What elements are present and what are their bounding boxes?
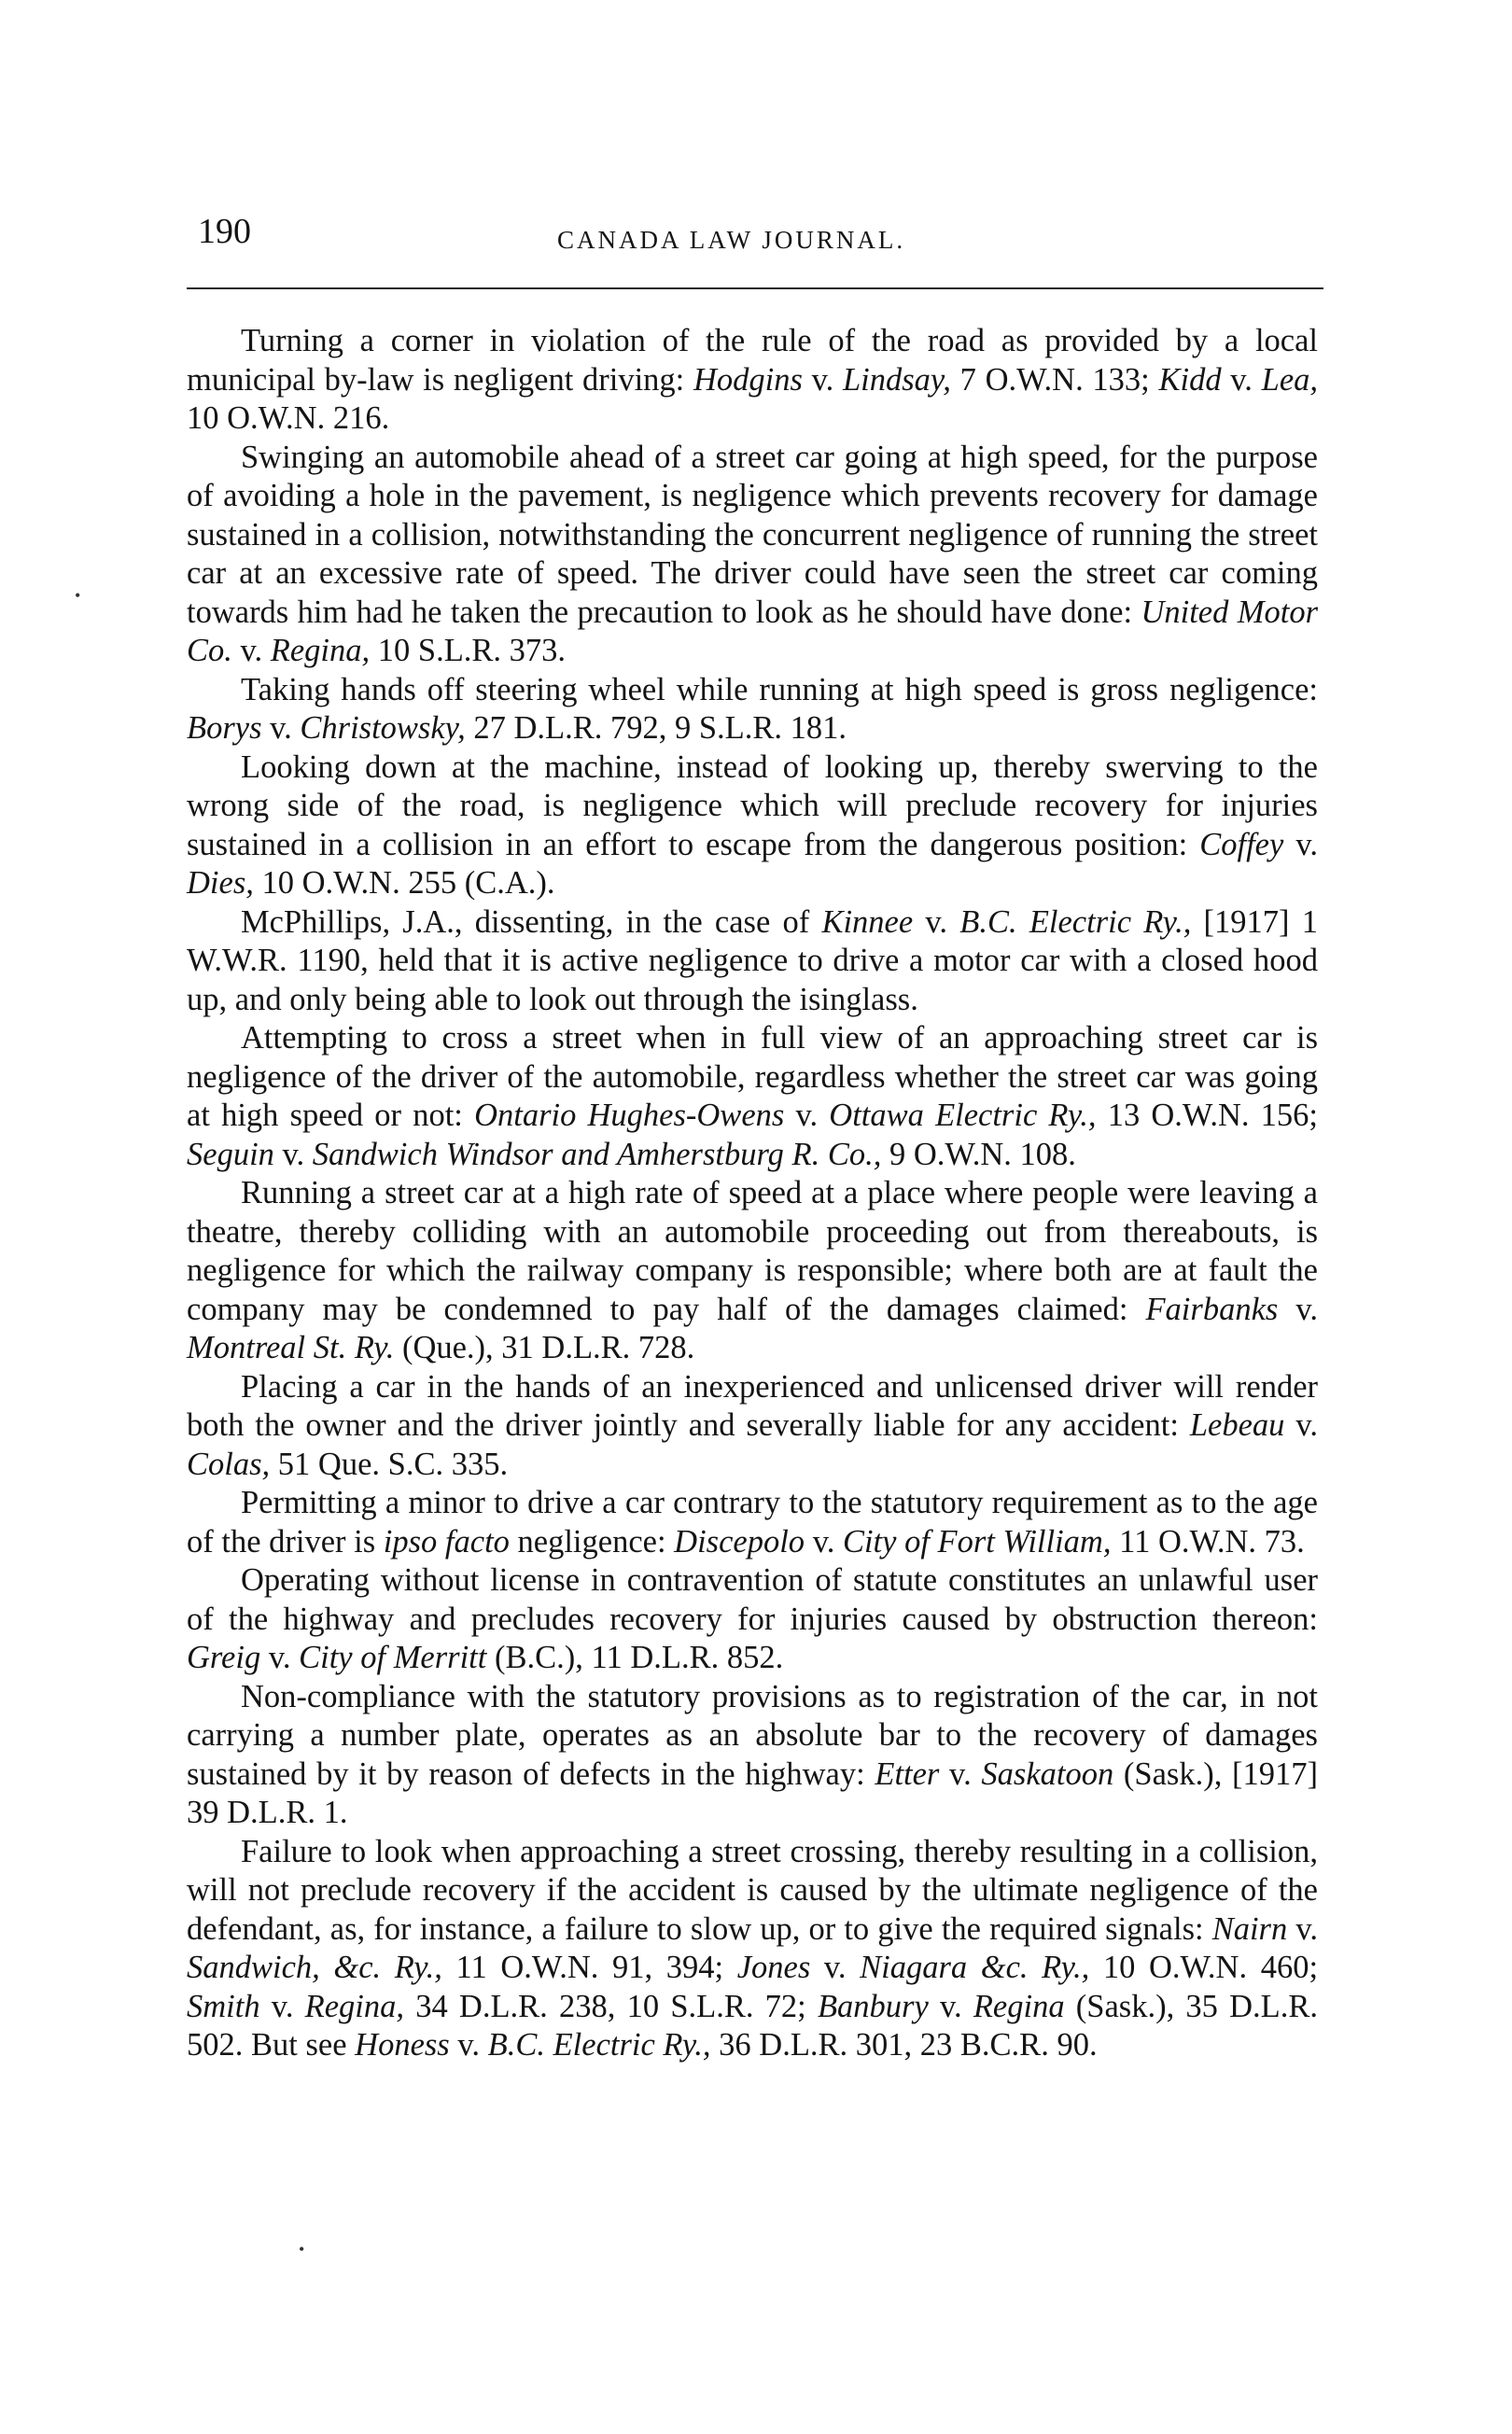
- case-citation: Etter: [875, 1756, 940, 1792]
- case-citation: Montreal St. Ry.: [187, 1330, 395, 1365]
- paragraph-text: 34 D.L.R. 238, 10 S.L.R. 72;: [404, 1988, 818, 2024]
- paragraph-text: [1917] 1 W.W.R. 1190, held that it is active negligence to drive a motor car with a closed hood up, and only being able to look out through the isinglass.: [187, 903, 1319, 1017]
- paragraph-text: 10 O.W.N. 460;: [1089, 1950, 1319, 1985]
- case-citation: Regina: [973, 1988, 1065, 2024]
- paragraph-text: (Sask.), 35 D.L.R. 502. But see: [187, 1988, 1319, 2063]
- case-citation: Smith: [187, 1988, 260, 2024]
- case-citation: Coffey: [1199, 826, 1284, 862]
- case-citation: Christowsky,: [300, 710, 466, 746]
- paragraph: [187, 1019, 1318, 1174]
- case-citation: Seguin: [187, 1136, 274, 1172]
- paragraph-text: v.: [913, 903, 960, 940]
- paragraph-text: v.: [802, 361, 843, 398]
- case-citation: Lebeau: [1189, 1407, 1285, 1443]
- paragraph-text: v.: [1278, 1291, 1318, 1327]
- paragraph-text: 10 O.W.N. 216.: [187, 400, 390, 436]
- paragraph: [187, 1368, 1318, 1485]
- case-citation: Regina,: [270, 633, 371, 668]
- case-citation: Sandwich Windsor and Amherstburg R. Co.,: [312, 1136, 882, 1172]
- paragraph-text: (Sask.), [1917] 39 D.L.R. 1.: [187, 1756, 1318, 1830]
- case-citation: City of Merritt: [299, 1640, 487, 1675]
- paragraph: [187, 439, 1318, 671]
- paragraph-text: v.: [928, 1988, 973, 2024]
- scan-speck: •: [75, 586, 81, 605]
- paragraph-text: v.: [805, 1523, 843, 1560]
- paragraph: [187, 1484, 1318, 1561]
- header-rule: [187, 287, 1323, 289]
- paragraph-text: 11 O.W.N. 91, 394;: [441, 1950, 737, 1985]
- paragraph-text: v.: [260, 1640, 300, 1675]
- paragraph-text: v.: [1221, 361, 1262, 398]
- case-citation: Regina,: [304, 1988, 405, 2024]
- case-citation: Dies,: [187, 865, 254, 901]
- case-citation: Borys: [187, 710, 262, 746]
- body-text: [187, 322, 1318, 2065]
- case-citation: Fairbanks: [1145, 1291, 1279, 1327]
- case-citation: Nairn: [1211, 1910, 1288, 1947]
- case-citation: United Motor Co.: [187, 594, 1318, 668]
- paragraph-text: Turning a corner in violation of the rule of the road as provided by a local municipal by-law is negligent driving:: [187, 323, 1318, 398]
- running-title: CANADA LAW JOURNAL.: [557, 226, 906, 254]
- paragraph-text: Non-compliance with the statutory provisions as to registration of the car, in not carrying a number plate, operates as an absolute bar to the recovery of damages sustained by it by reason of defects in the highway:: [187, 1678, 1318, 1792]
- paragraph: [187, 322, 1318, 439]
- paragraph-text: 27 D.L.R. 792, 9 S.L.R. 181.: [465, 710, 847, 746]
- paragraph: [187, 1833, 1318, 2065]
- paragraph-text: Running a street car at a high rate of speed at a place where people were leaving a theatre, thereby colliding with an automobile proceeding out from thereabouts, is negligence for which the railway company is responsible; where both are at fault the company may be condemned to pay half of the damages claimed:: [187, 1175, 1318, 1327]
- paragraph-text: Permitting a minor to drive a car contrary to the statutory requirement as to the age of the driver is: [187, 1485, 1318, 1560]
- paragraph-text: (B.C.), 11 D.L.R. 852.: [486, 1640, 784, 1675]
- paragraph-text: Failure to look when approaching a street crossing, thereby resulting in a collision, will not preclude recovery if the accident is caused by the ultimate negligence of the defendant, as, for instance, a failure to slow up, or to give the required signals:: [187, 1833, 1318, 1947]
- case-citation: Hodgins: [693, 361, 803, 398]
- case-citation: B.C. Electric Ry.,: [959, 903, 1192, 940]
- paragraph-text: 11 O.W.N. 73.: [1111, 1523, 1305, 1560]
- case-citation: Sandwich, &c. Ry.,: [187, 1950, 442, 1985]
- paragraph-text: v.: [939, 1756, 982, 1792]
- case-citation: Kidd: [1158, 361, 1222, 398]
- paragraph: [187, 1561, 1318, 1678]
- case-citation: Ontario Hughes-Owens: [474, 1098, 785, 1133]
- case-citation: City of Fort William,: [842, 1523, 1112, 1560]
- case-citation: ipso facto: [383, 1523, 510, 1560]
- case-citation: Lindsay,: [842, 361, 951, 398]
- paragraph-text: (Que.), 31 D.L.R. 728.: [394, 1330, 695, 1365]
- paragraph-text: 13 O.W.N. 156;: [1096, 1098, 1318, 1133]
- case-citation: Honess: [355, 2027, 450, 2063]
- paragraph-text: Placing a car in the hands of an inexperienced and unlicensed driver will render both the owner and the driver jointly and severally liable for any accident:: [187, 1368, 1318, 1443]
- paragraph-text: 7 O.W.N. 133;: [950, 361, 1159, 398]
- page-number: 190: [198, 212, 251, 251]
- paragraph-text: Attempting to cross a street when in full view of an approaching street car is negligence of the driver of the automobile, regardless whether the street car was going at high speed or not:: [187, 1020, 1318, 1133]
- paragraph: [187, 1174, 1318, 1368]
- case-citation: B.C. Electric Ry.,: [487, 2027, 711, 2063]
- case-citation: Banbury: [817, 1988, 929, 2024]
- case-citation: Kinnee: [821, 903, 914, 940]
- paragraph-text: McPhillips, J.A., dissenting, in the case of: [241, 903, 822, 940]
- paragraph-text: v.: [810, 1950, 861, 1985]
- case-citation: Ottawa Electric Ry.,: [829, 1098, 1097, 1133]
- paragraph-text: Looking down at the machine, instead of looking up, thereby swerving to the wrong side of the road, is negligence which will preclude recovery for injuries sustained in a collision in an effort to escape from the dangerous position:: [187, 748, 1318, 862]
- case-citation: Saskatoon: [981, 1756, 1114, 1792]
- paragraph-text: v.: [261, 710, 301, 746]
- paragraph-text: v.: [449, 2027, 488, 2063]
- paragraph-text: v.: [1287, 1910, 1318, 1947]
- paragraph-text: v.: [259, 1988, 305, 2024]
- case-citation: Lea,: [1261, 361, 1319, 398]
- case-citation: Jones: [736, 1950, 811, 1985]
- paragraph: [187, 671, 1318, 748]
- case-citation: Greig: [187, 1640, 261, 1675]
- paragraph-text: 10 S.L.R. 373.: [370, 633, 567, 668]
- paragraph-text: v.: [1283, 826, 1319, 862]
- scan-speck: •: [299, 2240, 305, 2259]
- paragraph: [187, 903, 1318, 1020]
- paragraph-text: v.: [273, 1136, 313, 1172]
- case-citation: Niagara &c. Ry.,: [860, 1950, 1090, 1985]
- paragraph-text: v.: [1284, 1407, 1318, 1443]
- paragraph: [187, 1678, 1318, 1833]
- paragraph-text: Swinging an automobile ahead of a street car going at high speed, for the purpose of avoiding a hole in the pavement, is negligence which prevents recovery for damage sustained in a collision, notwithstanding the concurrent negligence of running the street car at an excessive rate of speed. The driver could have seen the street car coming towards him had he taken the precaution to look as he should have done:: [187, 439, 1318, 630]
- paragraph: [187, 748, 1318, 903]
- paragraph-text: v.: [231, 633, 271, 668]
- paragraph-text: 10 O.W.N. 255 (C.A.).: [253, 865, 555, 901]
- paragraph-text: Operating without license in contravention of statute constitutes an unlawful user of the highway and precludes recovery for injuries caused by obstruction thereon:: [187, 1562, 1318, 1637]
- page-header: [198, 211, 1323, 267]
- case-citation: Discepolo: [674, 1523, 805, 1560]
- paragraph-text: 36 D.L.R. 301, 23 B.C.R. 90.: [710, 2027, 1098, 2063]
- paragraph-text: 51 Que. S.C. 335.: [270, 1446, 509, 1482]
- case-citation: Colas,: [187, 1446, 271, 1482]
- paragraph-text: 9 O.W.N. 108.: [881, 1136, 1076, 1172]
- paragraph-text: negligence:: [509, 1523, 675, 1560]
- paragraph-text: Taking hands off steering wheel while running at high speed is gross negligence:: [241, 671, 1318, 707]
- paragraph-text: v.: [784, 1098, 830, 1133]
